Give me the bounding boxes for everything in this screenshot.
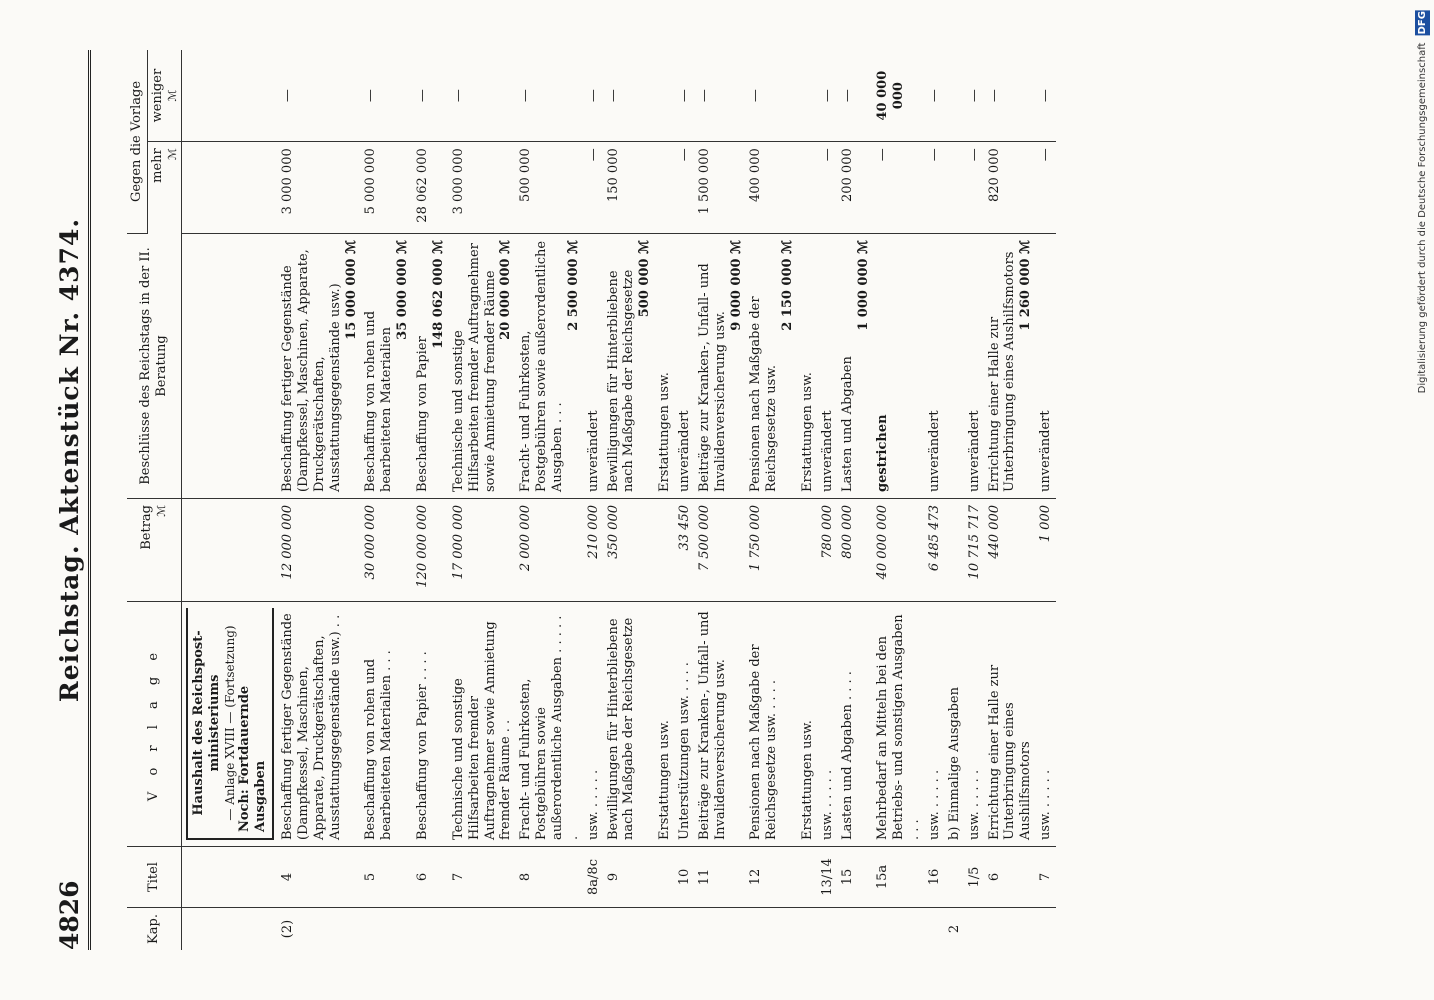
cell-titel: 1/5 xyxy=(965,847,985,908)
cell-betrag: 7 500 000 xyxy=(695,499,747,602)
cell-weniger: — xyxy=(965,50,985,142)
cell-text: Pensionen nach Maßgabe der Reichsgesetze usw. . . . . xyxy=(746,602,798,847)
table-row xyxy=(818,50,838,950)
cell-beschluss xyxy=(278,234,361,499)
cell-mehr: 3 000 000 xyxy=(278,142,361,234)
cell-titel xyxy=(798,847,818,908)
cell-weniger xyxy=(655,50,675,142)
table-row xyxy=(278,50,361,950)
document-page xyxy=(55,50,1056,950)
cell-kap xyxy=(413,908,449,951)
cell-kap xyxy=(516,908,583,951)
cell-kap: 2 xyxy=(946,924,962,934)
table-row xyxy=(449,50,516,950)
table-row xyxy=(675,50,695,950)
table-row xyxy=(1036,50,1056,950)
cell-weniger: — xyxy=(818,50,838,142)
cell-mehr: 3 000 000 xyxy=(449,142,516,234)
cell-betrag xyxy=(945,499,965,602)
cell-kap xyxy=(449,908,516,951)
table-row xyxy=(798,50,818,950)
cell-beschluss xyxy=(873,234,925,499)
cell-weniger: — xyxy=(361,50,413,142)
cell-betrag: 33 450 xyxy=(675,499,695,602)
beschluss-amount: 500 000 ℳ xyxy=(637,240,653,318)
cell-beschluss xyxy=(655,234,675,499)
cell-betrag: 210 000 xyxy=(584,499,604,602)
section-box xyxy=(186,608,274,840)
beschluss-amount: 20 000 000 ℳ xyxy=(498,240,514,340)
cell-titel: 11 xyxy=(695,847,747,908)
table-row xyxy=(838,50,874,950)
cell-kap xyxy=(873,908,925,951)
cell-mehr: 820 000 xyxy=(985,142,1037,234)
col-beschluesse: Beschlüsse des Reichstags in der II. Beratung xyxy=(127,234,182,499)
cell-mehr: 150 000 xyxy=(604,142,656,234)
cell-beschluss xyxy=(1036,234,1056,499)
cell-beschluss xyxy=(925,234,945,499)
beschluss-text: Erstattungen usw. xyxy=(799,372,815,492)
col-betrag-label: Betrag xyxy=(139,505,155,550)
beschluss-text: unverändert xyxy=(676,410,692,492)
table-row xyxy=(925,50,945,950)
beschluss-text: Beiträge zur Kranken-, Unfall- und Invalidenversicherung usw. xyxy=(696,263,728,492)
beschluss-text: Fracht- und Fuhrkosten, Postgebühren sowie außerordentliche Ausgaben . . . xyxy=(518,240,565,492)
cell-text: Erstattungen usw. xyxy=(798,602,818,847)
cell-betrag: 12 000 000 xyxy=(278,499,361,602)
cell-mehr xyxy=(655,142,675,234)
cell-weniger: — xyxy=(838,50,874,142)
cell-text: b) Einmalige Ausgaben xyxy=(945,602,965,847)
cell-titel: 15 xyxy=(838,847,874,908)
cell-text: usw. . . . . . xyxy=(818,602,838,847)
beschluss-text: Bewilligungen für Hinterbliebene nach Maßgabe der Reichsgesetze xyxy=(605,269,637,492)
cell-betrag: 120 000 000 xyxy=(413,499,449,602)
cell-weniger: — xyxy=(1036,50,1056,142)
header-rule xyxy=(88,50,91,950)
cell-beschluss xyxy=(361,234,413,499)
col-gegen: Gegen die Vorlage xyxy=(127,50,147,234)
cell-beschluss xyxy=(449,234,516,499)
cell-text: usw. . . . . . xyxy=(965,602,985,847)
col-weniger xyxy=(147,50,181,142)
cell-text: Errichtung einer Halle zur Unterbringung eines Aushilfsmotors xyxy=(985,602,1037,847)
cell-text: Bewilligungen für Hinterbliebene nach Maßgabe der Reichsgesetze xyxy=(604,602,656,847)
cell-betrag xyxy=(798,499,818,602)
cell-betrag: 10 715 717 xyxy=(965,499,985,602)
cell-mehr: 200 000 xyxy=(838,142,874,234)
cell-beschluss xyxy=(945,234,965,499)
beschluss-text: Erstattungen usw. xyxy=(657,372,673,492)
cell-text: usw. . . . . . xyxy=(925,602,945,847)
cell-titel: 13/14 xyxy=(818,847,838,908)
cell-weniger: — xyxy=(604,50,656,142)
cell-kap: (2) xyxy=(280,919,296,939)
beschluss-text: unverändert xyxy=(1038,410,1054,492)
beschluss-amount: 1 000 000 ℳ xyxy=(855,240,871,331)
cell-text: usw. . . . . . xyxy=(584,602,604,847)
cell-weniger: — xyxy=(516,50,583,142)
cell-mehr: — xyxy=(1036,142,1056,234)
cell-betrag xyxy=(655,499,675,602)
cell-titel: 5 xyxy=(361,847,413,908)
cell-beschluss xyxy=(965,234,985,499)
page-number: 4826 xyxy=(55,880,84,950)
cell-kap xyxy=(584,908,604,951)
cell-weniger: — xyxy=(675,50,695,142)
cell-beschluss xyxy=(604,234,656,499)
table-row xyxy=(965,50,985,950)
beschluss-amount: 35 000 000 ℳ xyxy=(395,240,411,340)
table-row xyxy=(695,50,747,950)
cell-beschluss xyxy=(838,234,874,499)
budget-table xyxy=(127,50,1056,950)
cell-mehr: — xyxy=(675,142,695,234)
table-row xyxy=(516,50,583,950)
cell-betrag: 1 750 000 xyxy=(746,499,798,602)
table-row xyxy=(945,50,965,950)
col-titel: Titel xyxy=(127,847,182,908)
cell-betrag: 40 000 000 xyxy=(873,499,925,602)
cell-text: Beschaffung fertiger Gegenstände (Dampfkessel, Maschinen, Apparate, Druckgerätschaften, Ausstattungsgegenstände usw.) . . xyxy=(278,602,361,847)
cell-beschluss xyxy=(675,234,695,499)
cell-betrag: 30 000 000 xyxy=(361,499,413,602)
beschluss-amount: 15 000 000 ℳ xyxy=(343,240,359,340)
digitization-credit xyxy=(1415,10,1430,393)
beschluss-amount: 2 500 000 ℳ xyxy=(565,240,581,331)
cell-kap xyxy=(925,908,945,951)
cell-mehr: 5 000 000 xyxy=(361,142,413,234)
cell-kap xyxy=(604,908,656,951)
cell-betrag: 780 000 xyxy=(818,499,838,602)
cell-mehr xyxy=(798,142,818,234)
running-header xyxy=(55,50,84,950)
cell-weniger: — xyxy=(278,50,361,142)
beschluss-text: unverändert xyxy=(819,410,835,492)
cell-mehr: — xyxy=(818,142,838,234)
cell-beschluss xyxy=(818,234,838,499)
cell-weniger xyxy=(798,50,818,142)
beschluss-text: Technische und sonstige Hilfsarbeiten fremder Auftragnehmer sowie Anmietung fremder Räume xyxy=(450,243,498,492)
cell-kap xyxy=(361,908,413,951)
beschluss-text: Errichtung einer Halle zur Unterbringung eines Aushilfsmotors xyxy=(986,251,1018,492)
col-betrag-unit: ℳ xyxy=(155,505,169,517)
beschluss-amount: 1 260 000 ℳ xyxy=(1018,240,1034,331)
cell-kap xyxy=(1036,908,1056,951)
cell-titel: 6 xyxy=(985,847,1037,908)
cell-mehr: 28 062 000 xyxy=(413,142,449,234)
col-weniger-unit: ℳ xyxy=(165,89,179,102)
cell-weniger: — xyxy=(695,50,747,142)
beschluss-text: Pensionen nach Maßgabe der Reichsgesetze usw. xyxy=(748,296,780,492)
cell-text: Technische und sonstige Hilfsarbeiten fremder Auftragnehmer sowie Anmietung fremder Räume . . xyxy=(449,602,516,847)
cell-kap xyxy=(985,908,1037,951)
section-noch: Noch: Fortdauernde Ausgaben xyxy=(237,685,269,832)
cell-text: Fracht- und Fuhrkosten, Postgebühren sowie außerordentliche Ausgaben . . . . . . xyxy=(516,602,583,847)
cell-betrag: 440 000 xyxy=(985,499,1037,602)
cell-titel: 7 xyxy=(1036,847,1056,908)
cell-betrag: 800 000 xyxy=(838,499,874,602)
beschluss-amount: 148 062 000 ℳ xyxy=(430,240,446,349)
col-mehr-unit: ℳ xyxy=(165,148,179,161)
cell-titel xyxy=(655,847,675,908)
beschluss-text: Lasten und Abgaben xyxy=(839,356,855,492)
cell-betrag: 2 000 000 xyxy=(516,499,583,602)
table-row xyxy=(413,50,449,950)
cell-beschluss xyxy=(746,234,798,499)
table-body xyxy=(278,50,1056,950)
cell-kap xyxy=(965,908,985,951)
col-mehr-label: mehr xyxy=(149,148,165,183)
col-mehr xyxy=(147,142,181,234)
cell-betrag: 17 000 000 xyxy=(449,499,516,602)
col-betrag xyxy=(127,499,182,602)
cell-titel: 4 xyxy=(278,847,361,908)
cell-kap xyxy=(695,908,747,951)
cell-weniger: — xyxy=(449,50,516,142)
cell-kap xyxy=(746,908,798,951)
beschluss-text: Beschaffung von Papier xyxy=(415,336,431,492)
cell-weniger: 40 000 000 xyxy=(873,50,925,142)
cell-beschluss xyxy=(798,234,818,499)
cell-kap xyxy=(675,908,695,951)
cell-titel: 9 xyxy=(604,847,656,908)
table-row xyxy=(746,50,798,950)
cell-titel: 12 xyxy=(746,847,798,908)
section-title: Haushalt des Reichspost-ministeriums xyxy=(191,630,222,816)
cell-betrag: 350 000 xyxy=(604,499,656,602)
cell-weniger xyxy=(945,50,965,142)
cell-kap xyxy=(655,908,675,951)
section-subtitle: — Anlage XVIII — (Fortsetzung) xyxy=(222,625,237,821)
beschluss-text: Beschaffung von rohen und bearbeiteten Materialien xyxy=(363,310,395,492)
table-row xyxy=(584,50,604,950)
cell-beschluss xyxy=(516,234,583,499)
cell-mehr: — xyxy=(873,142,925,234)
section-heading-row xyxy=(182,50,279,950)
table-row xyxy=(985,50,1037,950)
cell-mehr: — xyxy=(925,142,945,234)
table-row xyxy=(604,50,656,950)
cell-titel: 6 xyxy=(413,847,449,908)
cell-text: Beschaffung von Papier . . . . xyxy=(413,602,449,847)
dfg-logo: DFG xyxy=(1417,11,1428,35)
cell-beschluss xyxy=(413,234,449,499)
cell-text: Erstattungen usw. xyxy=(655,602,675,847)
cell-weniger: — xyxy=(925,50,945,142)
cell-weniger: — xyxy=(413,50,449,142)
beschluss-amount: 2 150 000 ℳ xyxy=(780,240,796,331)
col-vorlage xyxy=(127,602,182,847)
cell-beschluss xyxy=(584,234,604,499)
cell-titel xyxy=(945,847,965,908)
cell-weniger: — xyxy=(584,50,604,142)
beschluss-text: Beschaffung fertiger Gegenstände (Dampfkessel, Maschinen, Apparate, Druckgerätschaften, Ausstattungsgegenstände usw.) xyxy=(280,249,343,492)
cell-text: Beiträge zur Kranken-, Unfall- und Invalidenversicherung usw. xyxy=(695,602,747,847)
cell-weniger: — xyxy=(746,50,798,142)
cell-titel: 15a xyxy=(873,847,925,908)
cell-text: Unterstützungen usw. . . . . xyxy=(675,602,695,847)
cell-beschluss xyxy=(695,234,747,499)
table-row xyxy=(655,50,675,950)
table-row xyxy=(873,50,925,950)
table-row xyxy=(361,50,413,950)
beschluss-amount: 9 000 000 ℳ xyxy=(728,240,744,331)
cell-titel: 8a/8c xyxy=(584,847,604,908)
cell-betrag: 1 000 xyxy=(1036,499,1056,602)
cell-mehr: 500 000 xyxy=(516,142,583,234)
cell-text: Lasten und Abgaben . . . . xyxy=(838,602,874,847)
beschluss-text: unverändert xyxy=(926,410,942,492)
cell-text: Mehrbedarf an Mitteln bei den Betriebs- und sonstigen Ausgaben . . . xyxy=(873,602,925,847)
cell-beschluss xyxy=(985,234,1037,499)
col-vorlage-label: V o r l a g e xyxy=(146,646,162,802)
beschluss-text: unverändert xyxy=(966,410,982,492)
cell-titel: 7 xyxy=(449,847,516,908)
cell-kap xyxy=(798,908,818,951)
cell-betrag: 6 485 473 xyxy=(925,499,945,602)
col-kap: Kap. xyxy=(127,908,182,951)
cell-kap xyxy=(818,908,838,951)
cell-mehr: 400 000 xyxy=(746,142,798,234)
cell-weniger: — xyxy=(985,50,1037,142)
cell-titel: 16 xyxy=(925,847,945,908)
cell-mehr: — xyxy=(584,142,604,234)
cell-titel: 10 xyxy=(675,847,695,908)
cell-text: usw. . . . . . xyxy=(1036,602,1056,847)
col-weniger-label: weniger xyxy=(149,68,165,123)
cell-kap xyxy=(838,908,874,951)
cell-titel: 8 xyxy=(516,847,583,908)
beschluss-text: gestrichen xyxy=(875,414,891,492)
page-title: Reichstag. Aktenstück Nr. 4374. xyxy=(55,217,84,703)
credit-text: Digitalisierung gefördert durch die Deutsche Forschungsgemeinschaft xyxy=(1417,42,1428,394)
cell-mehr: 1 500 000 xyxy=(695,142,747,234)
cell-mehr: — xyxy=(965,142,985,234)
beschluss-text: unverändert xyxy=(585,410,601,492)
cell-text: Beschaffung von rohen und bearbeiteten Materialien . . . xyxy=(361,602,413,847)
cell-mehr xyxy=(945,142,965,234)
